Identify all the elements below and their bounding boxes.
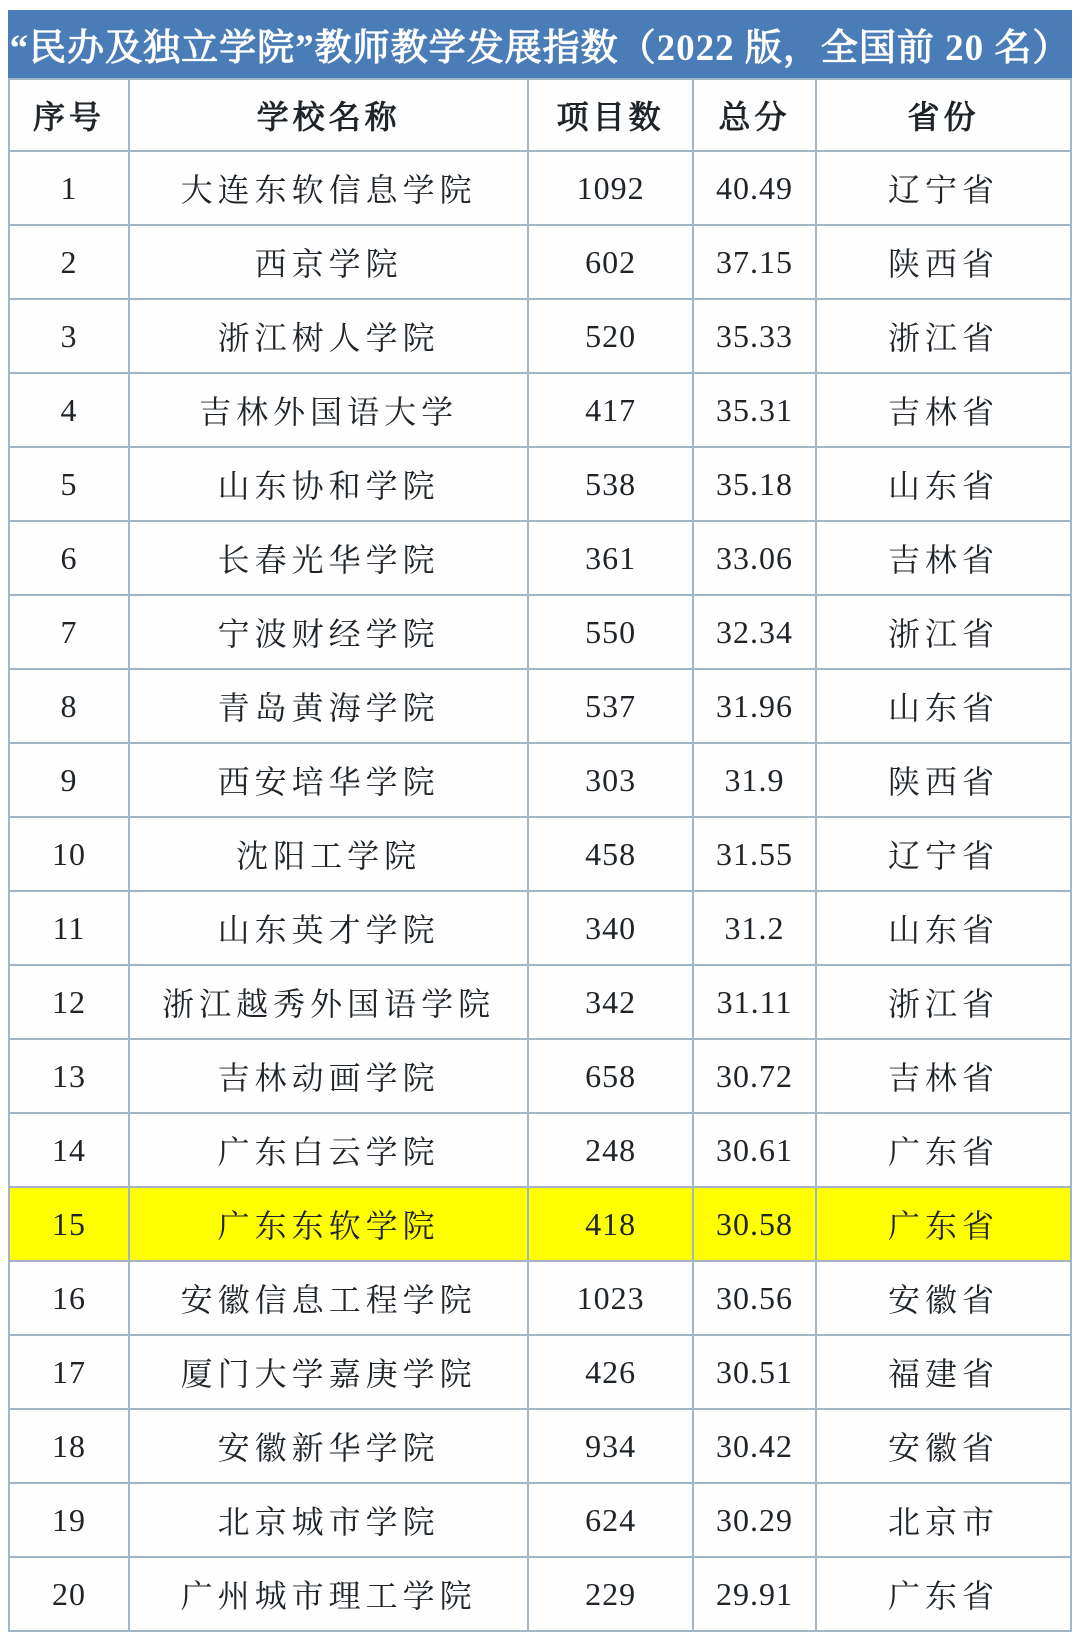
school-name-cell: 青岛黄海学院 (129, 669, 528, 743)
projects-cell: 303 (528, 743, 693, 817)
projects-cell: 417 (528, 373, 693, 447)
score-cell: 35.31 (693, 373, 816, 447)
table-row (9, 891, 1071, 965)
table-row (9, 595, 1071, 669)
score-cell: 30.58 (693, 1187, 816, 1261)
province-cell: 吉林省 (816, 1039, 1071, 1113)
table-row (9, 743, 1071, 817)
header-rank: 序号 (9, 79, 129, 151)
header-score: 总分 (693, 79, 816, 151)
projects-cell: 550 (528, 595, 693, 669)
projects-cell: 934 (528, 1409, 693, 1483)
province-cell: 辽宁省 (816, 817, 1071, 891)
school-name-cell: 吉林动画学院 (129, 1039, 528, 1113)
province-cell: 山东省 (816, 669, 1071, 743)
projects-cell: 520 (528, 299, 693, 373)
province-cell: 山东省 (816, 447, 1071, 521)
rank-cell: 11 (9, 891, 129, 965)
province-cell: 吉林省 (816, 373, 1071, 447)
school-name-cell: 山东协和学院 (129, 447, 528, 521)
rank-cell: 20 (9, 1557, 129, 1631)
header-school: 学校名称 (129, 79, 528, 151)
province-cell: 陕西省 (816, 225, 1071, 299)
score-cell: 30.56 (693, 1261, 816, 1335)
school-name-cell: 广东东软学院 (129, 1187, 528, 1261)
province-cell: 安徽省 (816, 1409, 1071, 1483)
ranking-table (8, 78, 1072, 1632)
score-cell: 35.18 (693, 447, 816, 521)
school-name-cell: 长春光华学院 (129, 521, 528, 595)
table-row (9, 521, 1071, 595)
score-cell: 29.91 (693, 1557, 816, 1631)
rank-cell: 6 (9, 521, 129, 595)
rank-cell: 19 (9, 1483, 129, 1557)
score-cell: 37.15 (693, 225, 816, 299)
rank-cell: 14 (9, 1113, 129, 1187)
score-cell: 30.42 (693, 1409, 816, 1483)
score-cell: 31.2 (693, 891, 816, 965)
table-row (9, 1335, 1071, 1409)
projects-cell: 418 (528, 1187, 693, 1261)
school-name-cell: 浙江越秀外国语学院 (129, 965, 528, 1039)
table-row (9, 1409, 1071, 1483)
school-name-cell: 厦门大学嘉庚学院 (129, 1335, 528, 1409)
projects-cell: 658 (528, 1039, 693, 1113)
projects-cell: 458 (528, 817, 693, 891)
score-cell: 32.34 (693, 595, 816, 669)
table-row (9, 1483, 1071, 1557)
table-row (9, 965, 1071, 1039)
header-province: 省份 (816, 79, 1071, 151)
score-cell: 30.51 (693, 1335, 816, 1409)
table-row (9, 447, 1071, 521)
province-cell: 陕西省 (816, 743, 1071, 817)
projects-cell: 426 (528, 1335, 693, 1409)
province-cell: 广东省 (816, 1557, 1071, 1631)
rank-cell: 8 (9, 669, 129, 743)
school-name-cell: 广东白云学院 (129, 1113, 528, 1187)
table-row (9, 1557, 1071, 1631)
province-cell: 浙江省 (816, 595, 1071, 669)
rank-cell: 3 (9, 299, 129, 373)
projects-cell: 361 (528, 521, 693, 595)
school-name-cell: 浙江树人学院 (129, 299, 528, 373)
score-cell: 30.72 (693, 1039, 816, 1113)
projects-cell: 624 (528, 1483, 693, 1557)
province-cell: 浙江省 (816, 299, 1071, 373)
province-cell: 安徽省 (816, 1261, 1071, 1335)
province-cell: 北京市 (816, 1483, 1071, 1557)
school-name-cell: 北京城市学院 (129, 1483, 528, 1557)
table-body (9, 151, 1071, 1631)
province-cell: 浙江省 (816, 965, 1071, 1039)
table-row (9, 1113, 1071, 1187)
table-row (9, 1261, 1071, 1335)
school-name-cell: 西京学院 (129, 225, 528, 299)
score-cell: 35.33 (693, 299, 816, 373)
rank-cell: 4 (9, 373, 129, 447)
projects-cell: 1092 (528, 151, 693, 225)
school-name-cell: 宁波财经学院 (129, 595, 528, 669)
rank-cell: 12 (9, 965, 129, 1039)
score-cell: 33.06 (693, 521, 816, 595)
school-name-cell: 安徽信息工程学院 (129, 1261, 528, 1335)
rank-cell: 7 (9, 595, 129, 669)
rank-cell: 17 (9, 1335, 129, 1409)
table-row (9, 151, 1071, 225)
projects-cell: 1023 (528, 1261, 693, 1335)
school-name-cell: 广州城市理工学院 (129, 1557, 528, 1631)
score-cell: 30.29 (693, 1483, 816, 1557)
projects-cell: 248 (528, 1113, 693, 1187)
projects-cell: 342 (528, 965, 693, 1039)
rank-cell: 2 (9, 225, 129, 299)
header-row (9, 79, 1071, 151)
projects-cell: 602 (528, 225, 693, 299)
province-cell: 辽宁省 (816, 151, 1071, 225)
rank-cell: 9 (9, 743, 129, 817)
projects-cell: 340 (528, 891, 693, 965)
rank-cell: 1 (9, 151, 129, 225)
table-row (9, 299, 1071, 373)
table-row (9, 225, 1071, 299)
table-header (9, 79, 1071, 151)
table-row (9, 817, 1071, 891)
score-cell: 31.9 (693, 743, 816, 817)
school-name-cell: 山东英才学院 (129, 891, 528, 965)
school-name-cell: 大连东软信息学院 (129, 151, 528, 225)
projects-cell: 229 (528, 1557, 693, 1631)
rank-cell: 5 (9, 447, 129, 521)
province-cell: 广东省 (816, 1113, 1071, 1187)
rank-cell: 10 (9, 817, 129, 891)
projects-cell: 537 (528, 669, 693, 743)
score-cell: 40.49 (693, 151, 816, 225)
table-row (9, 1187, 1071, 1261)
rank-cell: 13 (9, 1039, 129, 1113)
table-row (9, 1039, 1071, 1113)
province-cell: 广东省 (816, 1187, 1071, 1261)
table-row (9, 669, 1071, 743)
rank-cell: 15 (9, 1187, 129, 1261)
province-cell: 吉林省 (816, 521, 1071, 595)
projects-cell: 538 (528, 447, 693, 521)
table-title: “民办及独立学院”教师教学发展指数（2022 版，全国前 20 名） (8, 10, 1072, 78)
rank-cell: 16 (9, 1261, 129, 1335)
school-name-cell: 西安培华学院 (129, 743, 528, 817)
score-cell: 30.61 (693, 1113, 816, 1187)
table-row (9, 373, 1071, 447)
header-projects: 项目数 (528, 79, 693, 151)
score-cell: 31.11 (693, 965, 816, 1039)
rank-cell: 18 (9, 1409, 129, 1483)
province-cell: 福建省 (816, 1335, 1071, 1409)
school-name-cell: 沈阳工学院 (129, 817, 528, 891)
score-cell: 31.55 (693, 817, 816, 891)
school-name-cell: 吉林外国语大学 (129, 373, 528, 447)
province-cell: 山东省 (816, 891, 1071, 965)
school-name-cell: 安徽新华学院 (129, 1409, 528, 1483)
score-cell: 31.96 (693, 669, 816, 743)
